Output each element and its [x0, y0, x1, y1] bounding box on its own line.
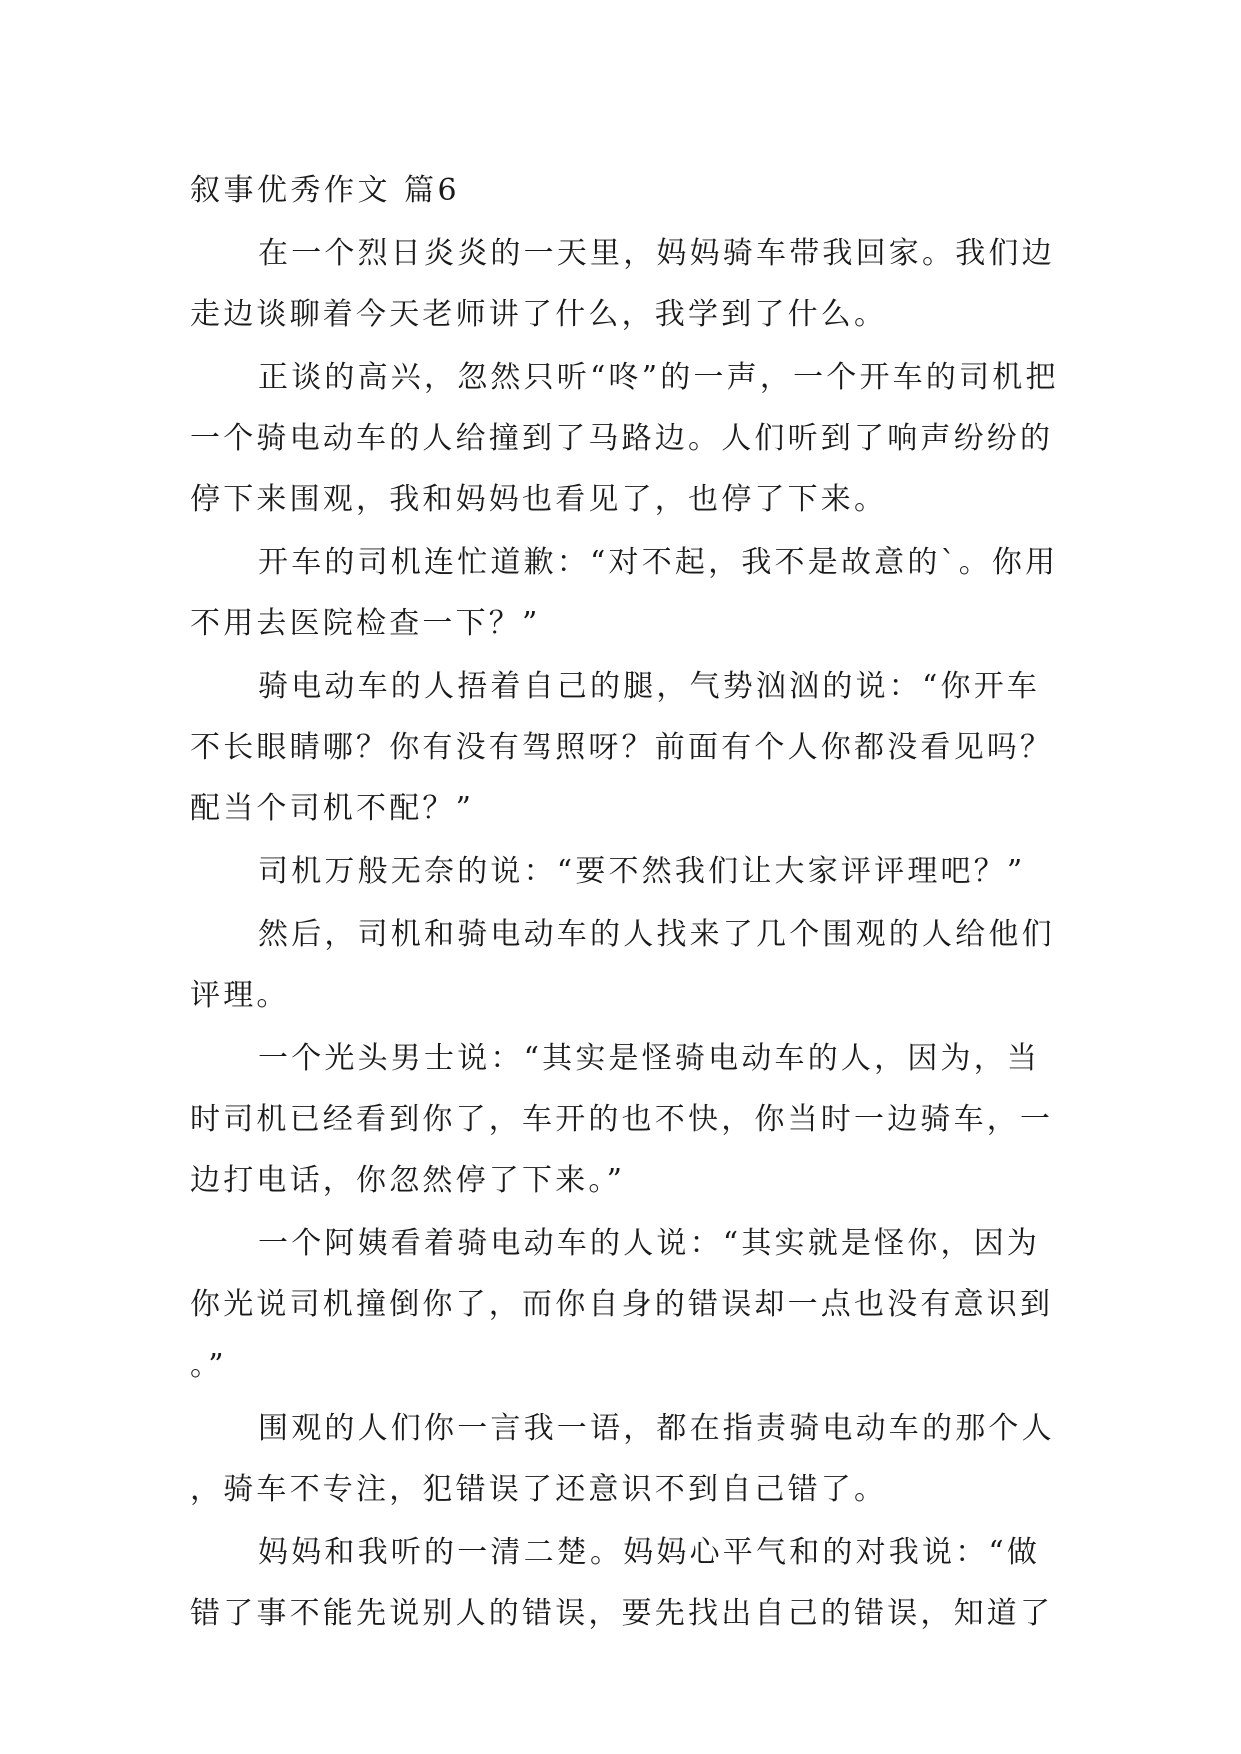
paragraph-2: 正谈的高兴，忽然只听“咚”的一声，一个开车的司机把一个骑电动车的人给撞到了马路边。人们听到了响声纷纷的停下来围观，我和妈妈也看见了，也停了下来。 [190, 360, 1059, 517]
document-body [190, 160, 1070, 1646]
paragraph-6: 然后，司机和骑电动车的人找来了几个围观的人给他们评理。 [190, 917, 1055, 1013]
paragraph-9: 围观的人们你一言我一语，都在指责骑电动车的那个人，骑车不专注，犯错误了还意识不到自己错了。 [190, 1411, 1055, 1507]
paragraph-7: 一个光头男士说：“其实是怪骑电动车的人，因为，当时司机已经看到你了，车开的也不快，你当时一边骑车，一边打电话，你忽然停了下来。” [190, 1041, 1054, 1198]
paragraph-4: 骑电动车的人捂着自己的腿，气势汹汹的说：“你开车不长眼睛哪？你有没有驾照呀？前面有个人你都没看见吗？配当个司机不配？” [190, 669, 1054, 826]
paragraph-3: 开车的司机连忙道歉：“对不起，我不是故意的`。你用不用去医院检查一下？” [190, 545, 1059, 641]
paragraph-8: 一个阿姨看着骑电动车的人说：“其实就是怪你，因为你光说司机撞倒你了，而你自身的错误却一点也没有意识到。” [190, 1226, 1054, 1383]
paragraph-5: 司机万般无奈的说：“要不然我们让大家评评理吧？” [258, 854, 1026, 889]
paragraph-10: 妈妈和我听的一清二楚。妈妈心平气和的对我说：“做错了事不能先说别人的错误，要先找出自己的错误，知道了 [190, 1535, 1054, 1631]
document-title: 叙事优秀作文 篇6 [190, 173, 461, 208]
paragraph-1: 在一个烈日炎炎的一天里，妈妈骑车带我回家。我们边走边谈聊着今天老师讲了什么，我学到了什么。 [190, 236, 1055, 332]
